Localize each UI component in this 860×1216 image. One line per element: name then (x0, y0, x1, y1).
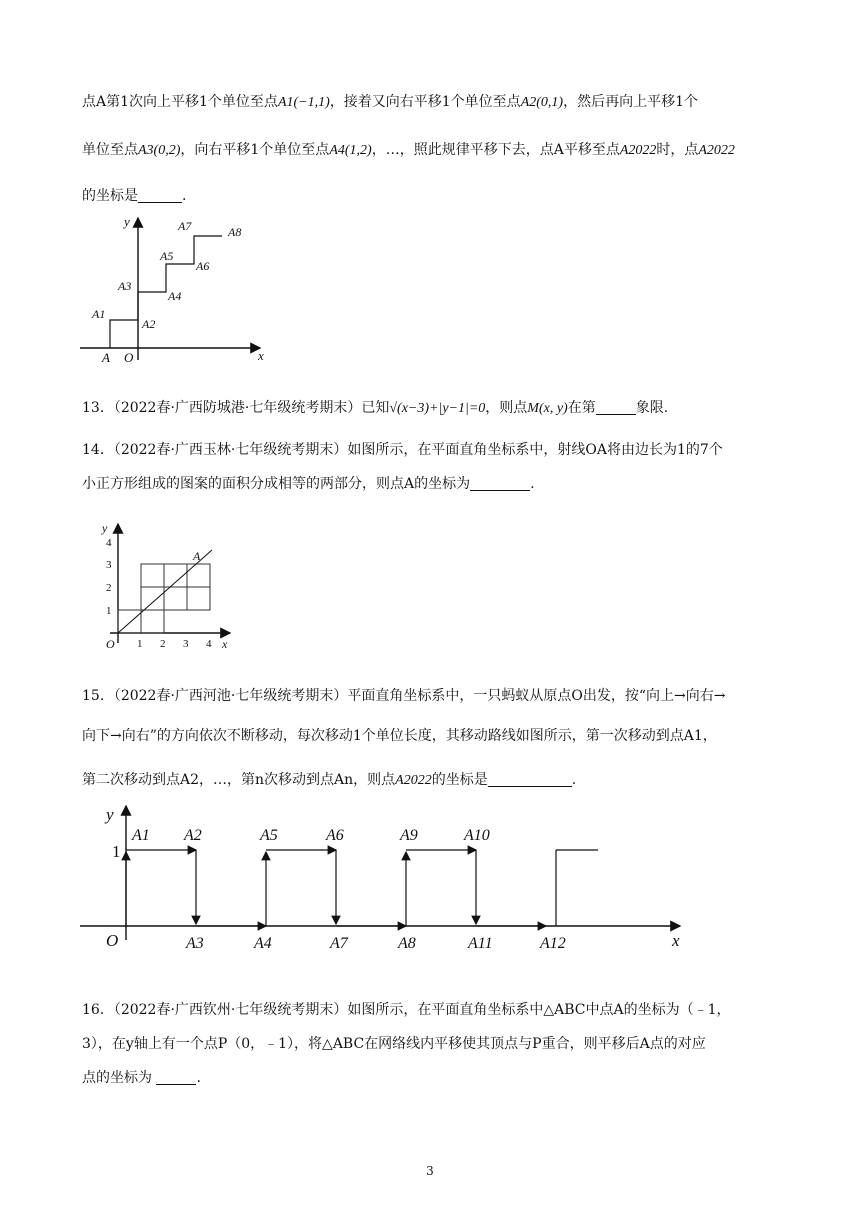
y-tick-2: 2 (106, 582, 112, 594)
x-axis-label: x (672, 931, 680, 950)
q16-line2: 3），在y轴上有一个点P（0，﹣1），将△ABC在网络线内平移使其顶点与P重合，则平移后A点的对应 (82, 1036, 706, 1052)
point-a-label: A (193, 549, 201, 563)
y-tick-1: 1 (112, 842, 121, 861)
label-a5: A5 (260, 827, 278, 844)
x-tick-2: 2 (160, 638, 166, 650)
label-a7: A7 (178, 219, 192, 233)
ant-path (126, 850, 598, 926)
label-a10: A10 (464, 827, 490, 844)
label-a7: A7 (330, 935, 348, 952)
label-a3: A3 (186, 935, 204, 952)
y-axis-label: y (102, 521, 108, 535)
label-a12: A12 (540, 935, 566, 952)
answer-blank (488, 772, 572, 787)
x-tick-4: 4 (206, 638, 212, 650)
q15-line3: 第二次移动到点A2，…，第n次移动到点An，则点A2022的坐标是 . (82, 772, 577, 788)
figure-15-ant-path (80, 800, 700, 960)
y-axis-label: y (124, 214, 130, 229)
origin-label: O (124, 350, 134, 365)
q14-line2: 小正方形组成的图案的面积分成相等的两部分，则点A的坐标为 . (82, 476, 535, 492)
q12-line1: 点A第1次向上平移1个单位至点A1(−1,1)，接着又向右平移1个单位至点A2(0,1)，然后再向上平移1个 (82, 94, 698, 110)
label-a2: A2 (184, 827, 202, 844)
q14-line1: 14．（2022春·广西玉林·七年级统考期末）如图所示，在平面直角坐标系中，射线OA将由边长为1的7个 (82, 442, 723, 458)
point-a-label: A (102, 350, 110, 365)
q15-line1: 15．（2022春·广西河池·七年级统考期末）平面直角坐标系中，一只蚂蚁从原点O出发，按“向上→向右→ (82, 688, 726, 704)
label-a4: A4 (254, 935, 272, 952)
x-axis-label: x (258, 348, 264, 363)
origin-label: O (106, 637, 115, 651)
answer-blank (156, 1070, 196, 1085)
label-a1: A1 (132, 827, 150, 844)
label-a9: A9 (400, 827, 418, 844)
y-tick-4: 4 (106, 537, 112, 549)
label-a1: A1 (92, 307, 106, 321)
y-axis-label: y (106, 805, 114, 824)
q16-line3: 点的坐标为 . (82, 1070, 201, 1086)
q12-line2: 单位至点A3(0,2)，向右平移1个单位至点A4(1,2)，…，照此规律平移下去，点A平移至点A2022时，点A2022 (82, 142, 735, 158)
figure-12-staircase (80, 210, 280, 370)
label-a6: A6 (326, 827, 344, 844)
label-a4: A4 (168, 289, 182, 303)
x-tick-1: 1 (137, 638, 143, 650)
x-axis-label: x (222, 637, 228, 651)
y-tick-3: 3 (106, 559, 112, 571)
q12-line3: 的坐标是 . (82, 188, 187, 204)
y-tick-1: 1 (106, 605, 112, 617)
origin-label: O (106, 931, 119, 950)
answer-blank (138, 188, 182, 203)
label-a5: A5 (160, 249, 174, 263)
figure-14-grid (90, 518, 250, 658)
squares (118, 564, 210, 633)
answer-blank (470, 476, 530, 491)
q15-line2: 向下→向右”的方向依次不断移动，每次移动1个单位长度，其移动路线如图所示，第一次移动到点A1， (82, 728, 717, 744)
page-number: 3 (426, 1164, 434, 1178)
label-a8: A8 (398, 935, 416, 952)
answer-blank (596, 400, 636, 415)
x-tick-3: 3 (183, 638, 189, 650)
label-a3: A3 (118, 279, 132, 293)
label-a6: A6 (196, 259, 210, 273)
q13: 13．（2022春·广西防城港·七年级统考期末）已知√(x−3)+|y−1|=0，则点M(x, y)在第 象限. (82, 400, 669, 416)
label-a8: A8 (228, 225, 242, 239)
label-a11: A11 (468, 935, 493, 952)
q16-line1: 16．（2022春·广西钦州·七年级统考期末）如图所示，在平面直角坐标系中△ABC中点A的坐标为（﹣1， (82, 1002, 731, 1018)
label-a2: A2 (142, 317, 156, 331)
